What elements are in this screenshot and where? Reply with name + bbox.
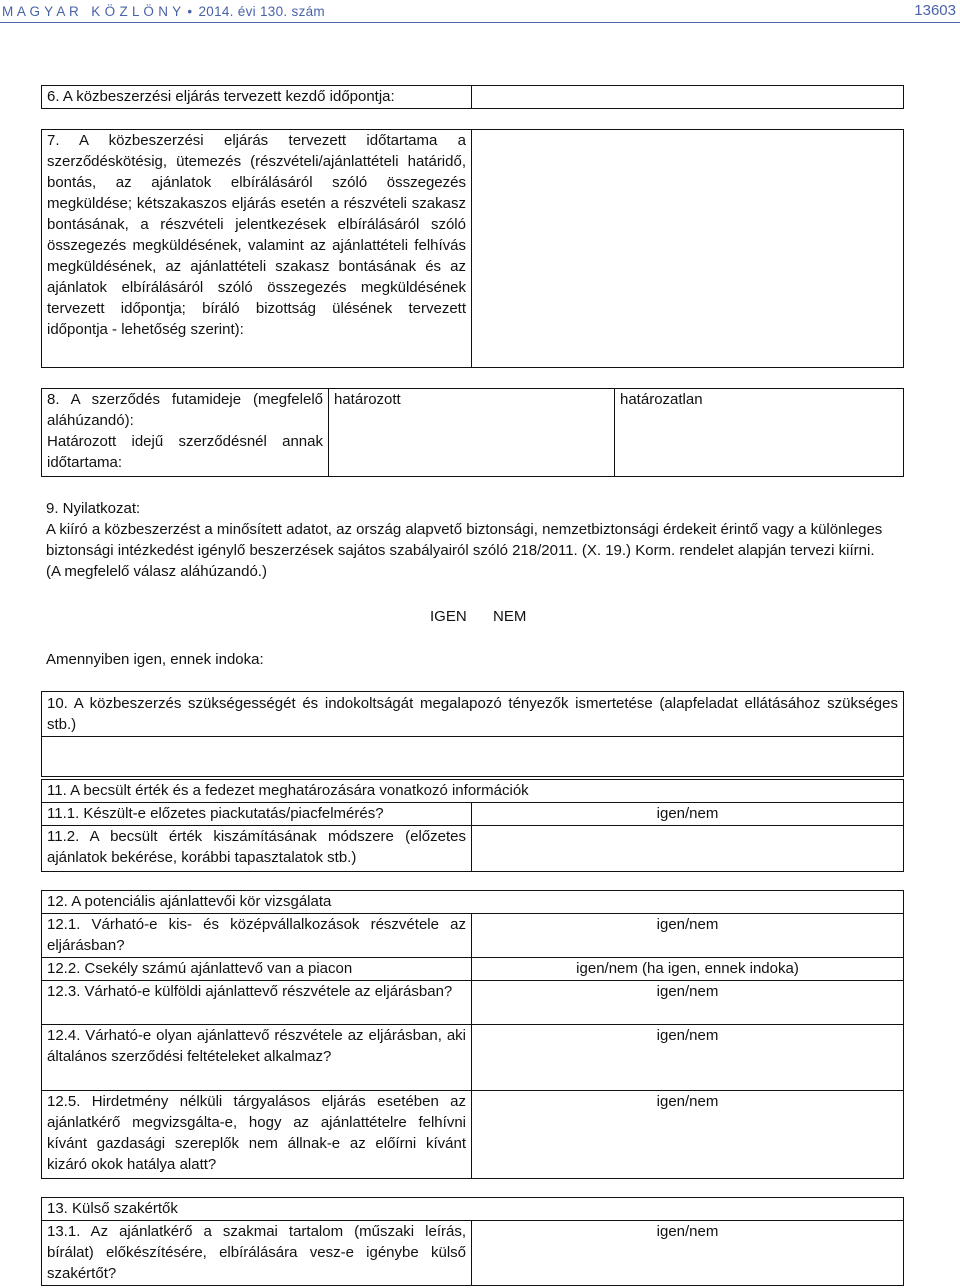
section-6-table (41, 85, 904, 109)
section-7-label: 7. A közbeszerzési eljárás tervezett időtartama a szerződéskötésig, ütemezés (részvételi/ajánlattételi határidő, bontás, az ajánlatok elbírálásáról szóló összegezés megküldése; kétszakaszos eljárás esetén a részvételi szakasz bontásának, a részvételi jelentkezések elbírálásáról szóló összegezés megküldésének, valamint az ajánlattételi felhívás megküldésének, az ajánlattételi szakasz bontásának és az ajánlatok elbírálásáról szóló összegezés megküldésének tervezett időpontja; bíráló bizottság ülésének tervezett időpontja - lehetőség szerint): (42, 130, 472, 368)
section-6-value[interactable] (472, 86, 904, 109)
section-11-title: 11. A becsült érték és a fedezet meghatározására vonatkozó információk (42, 780, 904, 803)
answer-13-1[interactable]: igen/nem (472, 1221, 904, 1286)
question-11-2: 11.2. A becsült érték kiszámításának módszere (előzetes ajánlatok bekérése, korábbi tapasztalatok stb.) (42, 826, 472, 872)
question-12-2: 12.2. Csekély számú ajánlattevő van a piacon (42, 958, 472, 981)
section-7-value[interactable] (472, 130, 904, 368)
section-9-title: 9. Nyilatkozat: (46, 500, 141, 517)
section-9-instruction: (A megfelelő válasz aláhúzandó.) (46, 563, 267, 580)
answer-12-3[interactable]: igen/nem (472, 981, 904, 1025)
section-9 (46, 498, 898, 582)
section-10-table (41, 691, 904, 777)
section-9-text: A kiíró a közbeszerzést a minősített adatot, az ország alapvető biztonsági, nemzetbiztonsági érdekeit érintő vagy a különleges biztonsági intézkedést igénylő beszerzések sajátos szabályairól szóló 218/2011. (X. 19.) Korm. rendelet alapján tervezi kiírni. (46, 521, 883, 559)
section-8-label: 8. A szerződés futamideje (megfelelő aláhúzandó): (47, 391, 323, 429)
issue-label: 2014. évi 130. szám (198, 4, 325, 19)
answer-11-2[interactable] (472, 826, 904, 872)
question-12-4: 12.4. Várható-e olyan ajánlattevő részvétele az eljárásban, aki általános szerződési feltételeket alkalmaz? (42, 1025, 472, 1091)
section-13-title: 13. Külső szakértők (42, 1198, 904, 1221)
answer-12-5[interactable]: igen/nem (472, 1091, 904, 1179)
section-8-labels (42, 389, 329, 477)
section-8-table (41, 388, 904, 477)
answer-no[interactable]: NEM (493, 608, 527, 625)
question-12-1: 12.1. Várható-e kis- és középvállalkozások részvétele az eljárásban? (42, 914, 472, 958)
option-fixed-term[interactable]: határozott (329, 389, 615, 477)
publication-name: M A G Y A R K Ö Z L Ö N Y (2, 4, 182, 19)
question-12-3: 12.3. Várható-e külföldi ajánlattevő részvétele az eljárásban? (42, 981, 472, 1025)
section-11-table (41, 779, 904, 872)
section-7-table (41, 129, 904, 368)
section-10-value[interactable] (42, 737, 904, 777)
section-6-label: 6. A közbeszerzési eljárás tervezett kezdő időpontja: (42, 86, 472, 109)
answer-11-1[interactable]: igen/nem (472, 803, 904, 826)
answer-yes[interactable]: IGEN (430, 608, 467, 625)
section-12-table (41, 890, 904, 1179)
answer-12-1[interactable]: igen/nem (472, 914, 904, 958)
section-12-title: 12. A potenciális ajánlattevői kör vizsgálata (42, 891, 904, 914)
question-12-5: 12.5. Hirdetmény nélküli tárgyalásos eljárás esetében az ajánlatkérő megvizsgálta-e, hogy az ajánlattételre felhívni kívánt gazdasági szereplők nem állnak-e az előírni kívánt kizáró okok hatálya alatt? (42, 1091, 472, 1179)
answer-12-4[interactable]: igen/nem (472, 1025, 904, 1091)
question-13-1: 13.1. Az ajánlatkérő a szakmai tartalom (műszaki leírás, bírálat) előkészítésére, elbírálására vesz-e igénybe külső szakértőt? (42, 1221, 472, 1286)
header-rule (0, 22, 960, 23)
section-8-duration-label: Határozott idejű szerződésnél annak időtartama: (47, 433, 323, 471)
section-13-table (41, 1197, 904, 1286)
publication-header (2, 1, 325, 22)
header-bullet: • (187, 4, 193, 19)
section-10-label: 10. A közbeszerzés szükségességét és indokoltságát megalapozó tényezők ismertetése (alapfeladat ellátásához szükséges stb.) (42, 692, 904, 737)
option-indefinite-term[interactable]: határozatlan (615, 389, 904, 477)
question-11-1: 11.1. Készült-e előzetes piackutatás/piacfelmérés? (42, 803, 472, 826)
page-number: 13603 (914, 2, 956, 19)
answer-12-2[interactable]: igen/nem (ha igen, ennek indoka) (472, 958, 904, 981)
page-header (0, 0, 960, 24)
reason-label: Amennyiben igen, ennek indoka: (46, 651, 264, 668)
